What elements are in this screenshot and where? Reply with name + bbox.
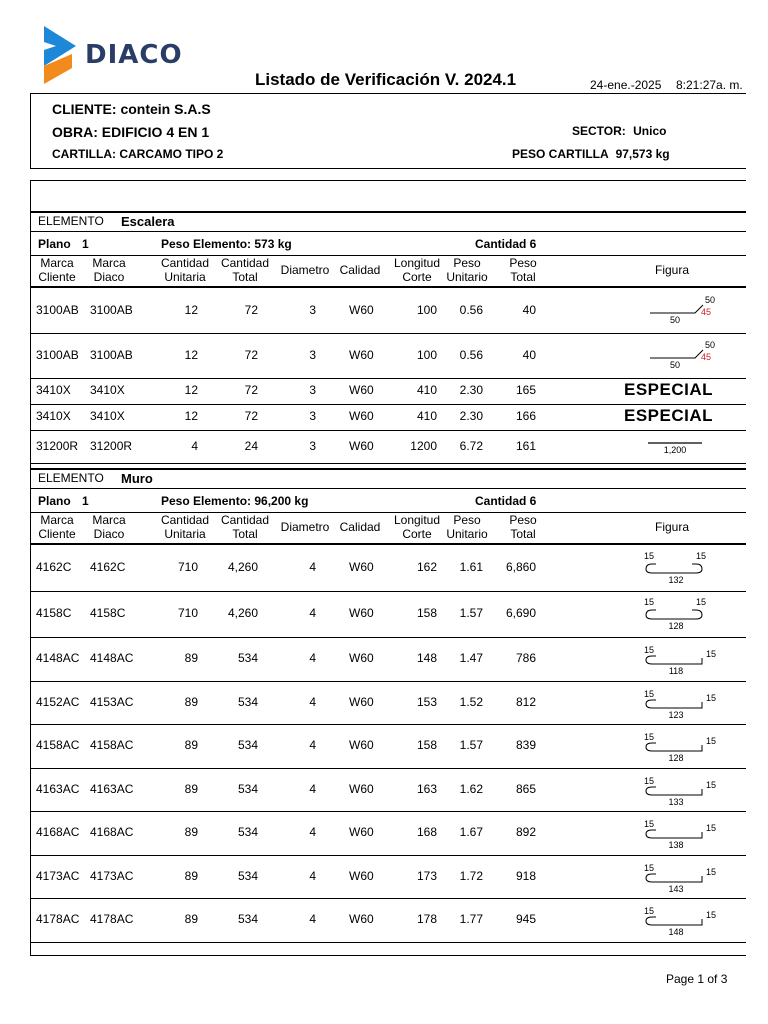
fig-hook-b: 15 <box>706 867 717 877</box>
fig-length: 132 <box>668 575 684 585</box>
print-time: 8:21:27a. m. <box>676 78 743 92</box>
peso-cartilla-value: 97,573 kg <box>615 147 670 161</box>
figura <box>600 681 746 724</box>
longitud-corte: 410 <box>416 383 437 397</box>
fig-length-b: 50 <box>705 295 716 305</box>
col-marca-cliente-line1: Marca <box>40 513 74 527</box>
col-longitud-line2: Corte <box>402 270 432 284</box>
marca-cliente: 4158AC <box>36 738 80 752</box>
marca-diaco: 3410X <box>90 383 125 397</box>
col-peso-total-line2: Total <box>510 270 536 284</box>
figura <box>600 637 746 681</box>
fig-hook-b: 15 <box>706 910 717 920</box>
longitud-corte: 162 <box>416 560 437 574</box>
cantidad-unitaria: 89 <box>184 695 198 709</box>
element-name: Muro <box>121 471 153 486</box>
peso-unitario: 1.52 <box>459 695 483 709</box>
cantidad-total: 534 <box>237 651 258 665</box>
marca-cliente: 3100AB <box>36 348 79 362</box>
marca-diaco: 3410X <box>90 409 125 423</box>
col-cantidad-unitaria-line2: Unitaria <box>164 270 206 284</box>
diametro: 4 <box>309 738 316 752</box>
print-date: 24-ene.-2025 <box>590 78 662 92</box>
peso-total: 161 <box>515 439 536 453</box>
diametro: 3 <box>309 439 316 453</box>
marca-cliente: 4178AC <box>36 912 80 926</box>
figura-especial: ESPECIAL <box>624 380 714 399</box>
marca-cliente: 4168AC <box>36 825 80 839</box>
fig-length-b: 50 <box>705 340 716 350</box>
col-cantidad-unitaria-line2: Unitaria <box>164 527 206 541</box>
peso-elemento: Peso Elemento: 96,200 kg <box>161 494 309 508</box>
fig-length: 143 <box>668 884 684 894</box>
peso-unitario: 0.56 <box>459 303 483 317</box>
diametro: 4 <box>309 782 316 796</box>
peso-total: 892 <box>515 825 536 839</box>
diametro: 3 <box>309 303 316 317</box>
peso-unitario: 2.30 <box>459 409 483 423</box>
col-peso-total-line1: Peso <box>509 513 537 527</box>
cantidad-elemento: Cantidad 6 <box>475 237 537 251</box>
fig-length: 118 <box>668 666 684 676</box>
plano-label: Plano <box>38 494 71 508</box>
peso-total: 40 <box>522 348 536 362</box>
col-marca-diaco-line1: Marca <box>92 513 126 527</box>
calidad: W60 <box>349 695 374 709</box>
brand-name: DIACO <box>85 40 183 70</box>
col-diametro: Diametro <box>280 520 330 534</box>
cantidad-total: 4,260 <box>227 560 258 574</box>
col-cantidad-total-line2: Total <box>232 527 258 541</box>
marca-cliente: 4148AC <box>36 651 80 665</box>
calidad: W60 <box>349 782 374 796</box>
marca-diaco: 4163AC <box>90 782 134 796</box>
col-figura: Figura <box>654 263 689 277</box>
fig-angle: 45 <box>701 307 712 317</box>
fig-hook-a: 15 <box>644 732 655 742</box>
col-calidad: Calidad <box>339 520 381 534</box>
cantidad-total: 4,260 <box>227 606 258 620</box>
marca-cliente: 4163AC <box>36 782 80 796</box>
logo <box>40 26 183 88</box>
col-marca-cliente-line2: Cliente <box>38 527 76 541</box>
figura <box>600 724 746 768</box>
fig-hook-b: 15 <box>706 823 717 833</box>
calidad: W60 <box>349 383 374 397</box>
bar-shape-drawing <box>600 681 746 724</box>
peso-total: 6,690 <box>505 606 536 620</box>
col-peso-total-line2: Total <box>510 527 536 541</box>
marca-cliente: 4158C <box>36 606 72 620</box>
peso-total: 166 <box>515 409 536 423</box>
rule-line <box>30 463 746 464</box>
figura <box>600 768 746 811</box>
peso-cartilla <box>512 147 670 161</box>
cliente: CLIENTE: contein S.A.S <box>52 101 211 117</box>
figura <box>600 591 746 637</box>
fig-length: 148 <box>668 927 684 937</box>
col-diametro: Diametro <box>280 263 330 277</box>
diametro: 4 <box>309 560 316 574</box>
peso-unitario: 1.67 <box>459 825 483 839</box>
marca-diaco: 3100AB <box>90 303 133 317</box>
col-peso-total-line1: Peso <box>509 256 537 270</box>
longitud-corte: 1200 <box>410 439 437 453</box>
longitud-corte: 148 <box>416 651 437 665</box>
rule-line <box>30 255 746 256</box>
plano-value: 1 <box>82 237 89 251</box>
col-cantidad-total-line2: Total <box>232 270 258 284</box>
marca-cliente: 3100AB <box>36 303 79 317</box>
calidad: W60 <box>349 869 374 883</box>
fig-angle: 45 <box>701 352 712 362</box>
peso-unitario: 1.57 <box>459 738 483 752</box>
fig-hook-a: 15 <box>644 906 655 916</box>
diametro: 4 <box>309 606 316 620</box>
calidad: W60 <box>349 651 374 665</box>
obra: OBRA: EDIFICIO 4 EN 1 <box>52 124 210 140</box>
col-longitud-line1: Longitud <box>393 513 441 527</box>
marca-cliente: 3410X <box>36 383 71 397</box>
fig-length: 133 <box>668 797 684 807</box>
col-peso-unitario-line2: Unitario <box>446 527 488 541</box>
element-label: ELEMENTO <box>38 214 104 228</box>
cantidad-total: 534 <box>237 912 258 926</box>
col-longitud-line2: Corte <box>402 527 432 541</box>
peso-total: 812 <box>515 695 536 709</box>
rule-line <box>30 942 746 943</box>
cantidad-unitaria: 710 <box>177 560 198 574</box>
cartilla: CARTILLA: CARCAMO TIPO 2 <box>52 147 224 161</box>
figura <box>600 288 746 333</box>
diametro: 4 <box>309 825 316 839</box>
cantidad-total: 534 <box>237 738 258 752</box>
cantidad-elemento: Cantidad 6 <box>475 494 537 508</box>
col-marca-diaco-line2: Diaco <box>93 527 125 541</box>
marca-cliente: 4152AC <box>36 695 80 709</box>
diaco-logo-icon <box>42 26 78 86</box>
cantidad-total: 72 <box>244 348 258 362</box>
diametro: 4 <box>309 912 316 926</box>
col-figura: Figura <box>654 520 689 534</box>
bar-shape-drawing <box>600 811 746 855</box>
marca-diaco: 4153AC <box>90 695 134 709</box>
cantidad-unitaria: 12 <box>184 348 198 362</box>
col-peso-unitario-line1: Peso <box>453 513 481 527</box>
figura <box>600 333 746 378</box>
fig-hook-b: 15 <box>706 736 717 746</box>
cantidad-unitaria: 12 <box>184 383 198 397</box>
marca-diaco: 4173AC <box>90 869 134 883</box>
figura-especial: ESPECIAL <box>624 406 714 425</box>
col-marca-cliente-line2: Cliente <box>38 270 76 284</box>
peso-unitario: 1.61 <box>459 560 483 574</box>
marca-diaco: 4158AC <box>90 738 134 752</box>
fig-length: 138 <box>668 840 684 850</box>
figura <box>600 378 746 404</box>
fig-hook-b: 15 <box>706 780 717 790</box>
col-peso-unitario-line1: Peso <box>453 256 481 270</box>
marca-diaco: 4178AC <box>90 912 134 926</box>
fig-hook-a: 15 <box>644 689 655 699</box>
cantidad-unitaria: 89 <box>184 912 198 926</box>
cantidad-unitaria: 89 <box>184 869 198 883</box>
element-label: ELEMENTO <box>38 471 104 485</box>
peso-cartilla-label: PESO CARTILLA <box>512 147 609 161</box>
fig-hook-a: 15 <box>644 776 655 786</box>
sector-label: SECTOR: <box>572 124 626 138</box>
cantidad-total: 72 <box>244 383 258 397</box>
marca-diaco: 31200R <box>90 439 133 453</box>
bar-shape-drawing <box>600 288 746 333</box>
longitud-corte: 158 <box>416 606 437 620</box>
calidad: W60 <box>349 912 374 926</box>
col-cantidad-unitaria-line1: Cantidad <box>160 256 210 270</box>
col-longitud-line1: Longitud <box>393 256 441 270</box>
figura <box>600 404 746 430</box>
peso-unitario: 6.72 <box>459 439 483 453</box>
fig-length-a: 50 <box>670 360 681 370</box>
col-marca-diaco-line1: Marca <box>92 256 126 270</box>
fig-length: 1,200 <box>663 445 687 455</box>
longitud-corte: 173 <box>416 869 437 883</box>
peso-total: 945 <box>515 912 536 926</box>
cantidad-total: 24 <box>244 439 258 453</box>
peso-total: 165 <box>515 383 536 397</box>
peso-total: 786 <box>515 651 536 665</box>
marca-cliente: 3410X <box>36 409 71 423</box>
marca-cliente: 4173AC <box>36 869 80 883</box>
sector-value: Unico <box>633 124 667 138</box>
cantidad-unitaria: 89 <box>184 651 198 665</box>
bar-shape-drawing <box>600 430 746 463</box>
fig-length: 128 <box>668 621 684 631</box>
cantidad-total: 534 <box>237 695 258 709</box>
peso-unitario: 1.72 <box>459 869 483 883</box>
peso-total: 865 <box>515 782 536 796</box>
bar-shape-drawing <box>600 333 746 378</box>
marca-diaco: 4158C <box>90 606 126 620</box>
longitud-corte: 163 <box>416 782 437 796</box>
diametro: 4 <box>309 651 316 665</box>
calidad: W60 <box>349 560 374 574</box>
bar-shape-drawing <box>600 724 746 768</box>
bar-shape-drawing <box>600 855 746 898</box>
cantidad-unitaria: 12 <box>184 409 198 423</box>
longitud-corte: 100 <box>416 303 437 317</box>
figura <box>600 811 746 855</box>
sector <box>572 124 666 138</box>
peso-elemento: Peso Elemento: 573 kg <box>161 237 292 251</box>
cantidad-unitaria: 89 <box>184 782 198 796</box>
diametro: 3 <box>309 383 316 397</box>
peso-unitario: 1.57 <box>459 606 483 620</box>
fig-hook-a: 15 <box>644 597 655 607</box>
calidad: W60 <box>349 825 374 839</box>
rule-line <box>30 955 746 956</box>
figura <box>600 898 746 942</box>
calidad: W60 <box>349 606 374 620</box>
fig-length: 128 <box>668 753 684 763</box>
longitud-corte: 158 <box>416 738 437 752</box>
fig-length: 123 <box>668 710 684 720</box>
col-marca-diaco-line2: Diaco <box>93 270 125 284</box>
bar-shape-drawing <box>600 768 746 811</box>
longitud-corte: 100 <box>416 348 437 362</box>
marca-diaco: 3100AB <box>90 348 133 362</box>
fig-hook-b: 15 <box>706 693 717 703</box>
bar-shape-drawing <box>600 898 746 942</box>
cantidad-total: 534 <box>237 869 258 883</box>
col-cantidad-unitaria-line1: Cantidad <box>160 513 210 527</box>
peso-unitario: 1.47 <box>459 651 483 665</box>
col-cantidad-total-line1: Cantidad <box>220 513 270 527</box>
peso-unitario: 2.30 <box>459 383 483 397</box>
marca-diaco: 4168AC <box>90 825 134 839</box>
diametro: 3 <box>309 409 316 423</box>
cantidad-total: 72 <box>244 303 258 317</box>
rule-line <box>30 231 746 232</box>
rule-line <box>30 211 746 213</box>
col-marca-cliente-line1: Marca <box>40 256 74 270</box>
cantidad-unitaria: 4 <box>191 439 198 453</box>
bar-shape-drawing <box>600 637 746 681</box>
cantidad-unitaria: 89 <box>184 825 198 839</box>
calidad: W60 <box>349 409 374 423</box>
longitud-corte: 178 <box>416 912 437 926</box>
peso-total: 6,860 <box>505 560 536 574</box>
rule-line <box>30 488 746 489</box>
cantidad-total: 72 <box>244 409 258 423</box>
longitud-corte: 153 <box>416 695 437 709</box>
fig-hook-b: 15 <box>696 597 707 607</box>
marca-diaco: 4162C <box>90 560 126 574</box>
calidad: W60 <box>349 348 374 362</box>
peso-unitario: 1.77 <box>459 912 483 926</box>
figura <box>600 545 746 591</box>
rule-line <box>30 468 746 470</box>
bar-shape-drawing <box>600 545 746 591</box>
calidad: W60 <box>349 738 374 752</box>
fig-hook-b: 15 <box>706 649 717 659</box>
cantidad-total: 534 <box>237 782 258 796</box>
element-name: Escalera <box>121 214 175 229</box>
page-number: Page 1 of 3 <box>666 972 728 986</box>
plano-label: Plano <box>38 237 71 251</box>
peso-unitario: 1.62 <box>459 782 483 796</box>
longitud-corte: 410 <box>416 409 437 423</box>
peso-total: 918 <box>515 869 536 883</box>
fig-hook-b: 15 <box>696 551 707 561</box>
diametro: 4 <box>309 695 316 709</box>
fig-hook-a: 15 <box>644 551 655 561</box>
calidad: W60 <box>349 439 374 453</box>
col-peso-unitario-line2: Unitario <box>446 270 488 284</box>
longitud-corte: 168 <box>416 825 437 839</box>
diametro: 4 <box>309 869 316 883</box>
cantidad-unitaria: 89 <box>184 738 198 752</box>
fig-hook-a: 15 <box>644 645 655 655</box>
cantidad-unitaria: 12 <box>184 303 198 317</box>
marca-cliente: 31200R <box>36 439 79 453</box>
fig-hook-a: 15 <box>644 819 655 829</box>
plano-value: 1 <box>82 494 89 508</box>
col-calidad: Calidad <box>339 263 381 277</box>
diametro: 3 <box>309 348 316 362</box>
bar-shape-drawing <box>600 591 746 637</box>
col-cantidad-total-line1: Cantidad <box>220 256 270 270</box>
peso-unitario: 0.56 <box>459 348 483 362</box>
figura <box>600 430 746 463</box>
fig-length-a: 50 <box>670 315 681 325</box>
peso-total: 40 <box>522 303 536 317</box>
marca-cliente: 4162C <box>36 560 72 574</box>
marca-diaco: 4148AC <box>90 651 134 665</box>
cantidad-unitaria: 710 <box>177 606 198 620</box>
peso-total: 839 <box>515 738 536 752</box>
rule-line <box>30 512 746 513</box>
document-title: Listado de Verificación V. 2024.1 <box>255 70 517 89</box>
calidad: W60 <box>349 303 374 317</box>
fig-hook-a: 15 <box>644 863 655 873</box>
figura <box>600 855 746 898</box>
cantidad-total: 534 <box>237 825 258 839</box>
